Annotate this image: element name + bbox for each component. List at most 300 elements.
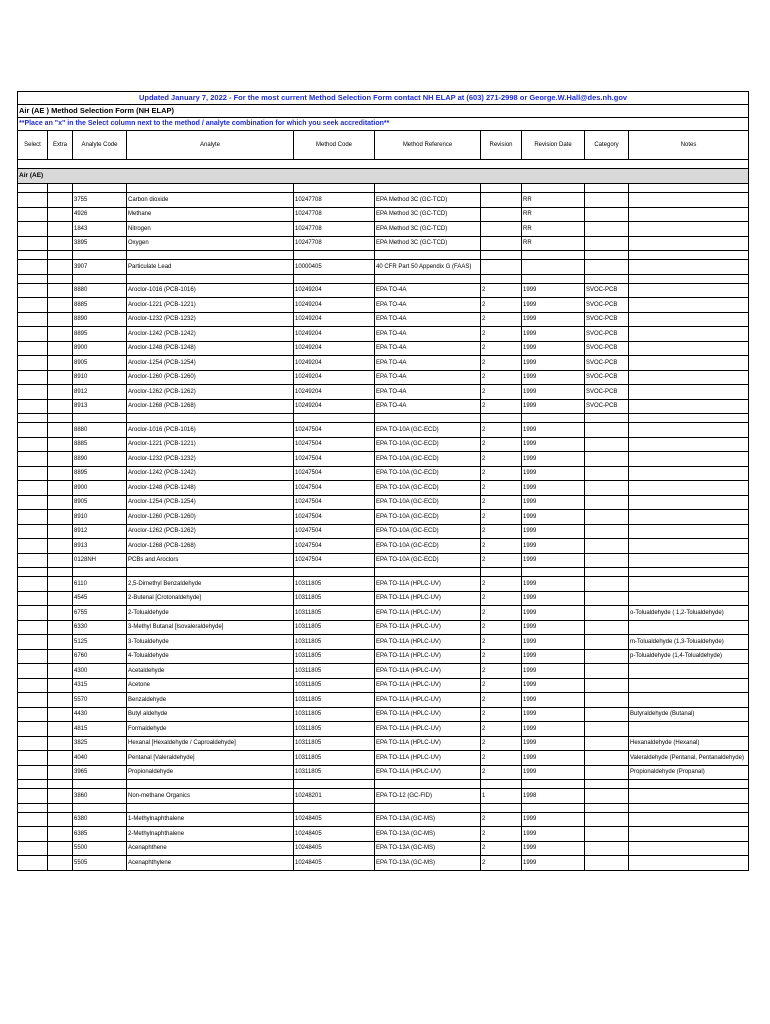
revision-cell: 2 — [481, 539, 522, 554]
analyte-cell: Aroclor-1016 (PCB-1016) — [127, 283, 294, 298]
spacer-cell — [481, 251, 522, 260]
table-row — [18, 466, 749, 481]
revision-cell — [481, 207, 522, 222]
analyte-code-cell: 8905 — [73, 495, 127, 510]
revision-cell: 2 — [481, 606, 522, 621]
select-cell[interactable] — [18, 553, 48, 568]
revision-cell: 2 — [481, 298, 522, 313]
revision-date-cell: RR — [522, 222, 585, 237]
method-reference-cell: EPA TO-13A (GC-MS) — [375, 841, 481, 856]
analyte-code-cell: 4926 — [73, 207, 127, 222]
category-cell: SVOC-PCB — [585, 283, 629, 298]
extra-cell[interactable] — [48, 341, 73, 356]
table-row — [18, 524, 749, 539]
table-row — [18, 635, 749, 650]
spacer-cell — [48, 803, 73, 812]
table-row — [18, 856, 749, 871]
category-cell — [585, 481, 629, 496]
spacer-cell — [294, 568, 375, 577]
revision-cell: 2 — [481, 452, 522, 467]
table-row — [18, 577, 749, 592]
method-code-cell: 10311805 — [294, 635, 375, 650]
table-row — [18, 789, 749, 804]
revision-date-cell: 1999 — [522, 466, 585, 481]
method-reference-cell: EPA TO-4A — [375, 283, 481, 298]
extra-cell[interactable] — [48, 399, 73, 414]
spacer-cell — [375, 568, 481, 577]
extra-cell[interactable] — [48, 635, 73, 650]
select-cell[interactable] — [18, 812, 48, 827]
notes-cell: p-Tolualdehyde (1,4-Tolualdehyde) — [629, 649, 749, 664]
method-reference-cell: 40 CFR Part 50 Appendix G (FAAS) — [375, 260, 481, 275]
extra-cell[interactable] — [48, 495, 73, 510]
select-cell[interactable] — [18, 452, 48, 467]
method-reference-cell: EPA TO-11A (HPLC-UV) — [375, 664, 481, 679]
extra-cell[interactable] — [48, 481, 73, 496]
revision-cell: 2 — [481, 437, 522, 452]
select-cell[interactable] — [18, 283, 48, 298]
spacer-cell — [629, 184, 749, 193]
select-cell[interactable] — [18, 437, 48, 452]
table-row — [18, 298, 749, 313]
extra-cell[interactable] — [48, 370, 73, 385]
notes-cell — [629, 423, 749, 438]
analyte-cell: Hexanal [Hexaldehyde / Caproaldehyde] — [127, 736, 294, 751]
revision-cell: 2 — [481, 385, 522, 400]
method-reference-cell: EPA TO-11A (HPLC-UV) — [375, 635, 481, 650]
method-code-cell: 10247504 — [294, 466, 375, 481]
method-code-cell: 10249204 — [294, 385, 375, 400]
select-cell[interactable] — [18, 620, 48, 635]
analyte-code-cell: 0128NH — [73, 553, 127, 568]
spacer-cell — [522, 803, 585, 812]
select-cell[interactable] — [18, 722, 48, 737]
table-row — [18, 553, 749, 568]
section-title: Air (AE) — [18, 169, 749, 184]
extra-cell[interactable] — [48, 606, 73, 621]
select-cell[interactable] — [18, 591, 48, 606]
spacer-cell — [18, 568, 48, 577]
method-reference-cell: EPA TO-4A — [375, 298, 481, 313]
analyte-code-cell: 3860 — [73, 789, 127, 804]
spacer-cell — [585, 414, 629, 423]
select-cell[interactable] — [18, 765, 48, 780]
select-cell[interactable] — [18, 510, 48, 525]
header-analyte-code: Analyte Code — [73, 131, 127, 160]
analyte-code-cell: 3895 — [73, 236, 127, 251]
revision-date-cell: RR — [522, 236, 585, 251]
extra-cell[interactable] — [48, 751, 73, 766]
extra-cell[interactable] — [48, 722, 73, 737]
extra-cell[interactable] — [48, 707, 73, 722]
select-cell[interactable] — [18, 481, 48, 496]
spacer-cell — [48, 251, 73, 260]
select-cell[interactable] — [18, 693, 48, 708]
method-reference-cell: EPA Method 3C (GC-TCD) — [375, 236, 481, 251]
select-cell[interactable] — [18, 356, 48, 371]
table-row — [18, 765, 749, 780]
table-row — [18, 423, 749, 438]
category-cell: SVOC-PCB — [585, 298, 629, 313]
analyte-code-cell: 8912 — [73, 524, 127, 539]
revision-cell: 2 — [481, 466, 522, 481]
analyte-cell: 2-Methylnaphthalene — [127, 827, 294, 842]
select-cell[interactable] — [18, 423, 48, 438]
revision-date-cell: 1999 — [522, 736, 585, 751]
notes-cell: Hexanaldehyde (Hexanal) — [629, 736, 749, 751]
extra-cell[interactable] — [48, 827, 73, 842]
table-row — [18, 312, 749, 327]
analyte-code-cell: 5570 — [73, 693, 127, 708]
extra-cell[interactable] — [48, 620, 73, 635]
method-code-cell: 10249204 — [294, 327, 375, 342]
analyte-cell: Methane — [127, 207, 294, 222]
extra-cell[interactable] — [48, 385, 73, 400]
extra-cell[interactable] — [48, 524, 73, 539]
revision-date-cell: RR — [522, 193, 585, 208]
spacer-cell — [629, 568, 749, 577]
analyte-cell: Aroclor-1254 (PCB-1254) — [127, 495, 294, 510]
notes-cell — [629, 812, 749, 827]
category-cell — [585, 553, 629, 568]
analyte-cell: Butyl aldehyde — [127, 707, 294, 722]
extra-cell[interactable] — [48, 260, 73, 275]
category-cell — [585, 693, 629, 708]
category-cell — [585, 707, 629, 722]
method-code-cell: 10311805 — [294, 736, 375, 751]
revision-date-cell: 1999 — [522, 524, 585, 539]
table-row — [18, 452, 749, 467]
notes-cell — [629, 524, 749, 539]
select-cell[interactable] — [18, 207, 48, 222]
method-code-cell: 10311805 — [294, 606, 375, 621]
select-cell[interactable] — [18, 856, 48, 871]
analyte-cell: Aroclor-1260 (PCB-1260) — [127, 370, 294, 385]
extra-cell[interactable] — [48, 693, 73, 708]
analyte-cell: Aroclor-1232 (PCB-1232) — [127, 312, 294, 327]
spacer-cell — [522, 184, 585, 193]
select-cell[interactable] — [18, 678, 48, 693]
select-cell[interactable] — [18, 341, 48, 356]
table-row — [18, 283, 749, 298]
select-cell[interactable] — [18, 260, 48, 275]
method-code-cell: 10247504 — [294, 553, 375, 568]
revision-cell: 2 — [481, 591, 522, 606]
table-row — [18, 678, 749, 693]
analyte-cell: 2,5-Dimethyl Benzaldehyde — [127, 577, 294, 592]
method-reference-cell: EPA TO-10A (GC-ECD) — [375, 466, 481, 481]
spacer-cell — [73, 274, 127, 283]
method-reference-cell: EPA TO-11A (HPLC-UV) — [375, 620, 481, 635]
extra-cell[interactable] — [48, 466, 73, 481]
notes-cell — [629, 327, 749, 342]
notes-cell — [629, 466, 749, 481]
extra-cell[interactable] — [48, 736, 73, 751]
spacer-cell — [73, 780, 127, 789]
select-cell[interactable] — [18, 236, 48, 251]
spacer-cell — [18, 251, 48, 260]
category-cell — [585, 222, 629, 237]
spacer-cell — [629, 251, 749, 260]
select-cell[interactable] — [18, 370, 48, 385]
spacer-cell — [375, 414, 481, 423]
analyte-code-cell: 4040 — [73, 751, 127, 766]
analyte-cell: Oxygen — [127, 236, 294, 251]
analyte-code-cell: 6385 — [73, 827, 127, 842]
analyte-cell: Pentanal [Valeraldehyde] — [127, 751, 294, 766]
spacer-cell — [48, 274, 73, 283]
notes-cell — [629, 399, 749, 414]
select-cell[interactable] — [18, 298, 48, 313]
analyte-cell: Aroclor-1248 (PCB-1248) — [127, 481, 294, 496]
revision-date-cell: 1999 — [522, 298, 585, 313]
analyte-cell: 2-Butenal [Crotonaldehyde] — [127, 591, 294, 606]
category-cell — [585, 260, 629, 275]
spacer-cell — [127, 780, 294, 789]
extra-cell[interactable] — [48, 664, 73, 679]
extra-cell[interactable] — [48, 312, 73, 327]
extra-cell[interactable] — [48, 283, 73, 298]
method-reference-cell: EPA TO-10A (GC-ECD) — [375, 510, 481, 525]
notes-cell — [629, 620, 749, 635]
extra-cell[interactable] — [48, 856, 73, 871]
method-code-cell: 10249204 — [294, 356, 375, 371]
select-cell[interactable] — [18, 751, 48, 766]
notes-cell — [629, 341, 749, 356]
spacer-cell — [481, 803, 522, 812]
select-cell[interactable] — [18, 635, 48, 650]
table-row — [18, 327, 749, 342]
select-cell[interactable] — [18, 385, 48, 400]
notes-cell — [629, 385, 749, 400]
analyte-cell: Nitrogen — [127, 222, 294, 237]
revision-date-cell: 1999 — [522, 577, 585, 592]
method-code-cell: 10247504 — [294, 510, 375, 525]
select-cell[interactable] — [18, 399, 48, 414]
header-row — [18, 131, 749, 160]
category-cell: SVOC-PCB — [585, 356, 629, 371]
spacer-cell — [585, 184, 629, 193]
extra-cell[interactable] — [48, 678, 73, 693]
extra-cell[interactable] — [48, 539, 73, 554]
extra-cell[interactable] — [48, 356, 73, 371]
category-cell: SVOC-PCB — [585, 370, 629, 385]
extra-cell[interactable] — [48, 327, 73, 342]
method-selection-table — [17, 91, 749, 871]
extra-cell[interactable] — [48, 553, 73, 568]
method-code-cell: 10311805 — [294, 649, 375, 664]
category-cell — [585, 236, 629, 251]
update-banner: Updated January 7, 2022 - For the most current Method Selection Form contact NH ELAP at (603) 271-2998 or George.W.Hall@des.nh.gov — [18, 92, 749, 105]
notes-cell — [629, 260, 749, 275]
select-cell[interactable] — [18, 789, 48, 804]
method-reference-cell: EPA TO-10A (GC-ECD) — [375, 495, 481, 510]
category-cell: SVOC-PCB — [585, 341, 629, 356]
category-cell — [585, 437, 629, 452]
revision-date-cell: RR — [522, 207, 585, 222]
revision-date-cell: 1999 — [522, 399, 585, 414]
method-code-cell: 10247708 — [294, 236, 375, 251]
extra-cell[interactable] — [48, 577, 73, 592]
select-cell[interactable] — [18, 827, 48, 842]
spacer-cell — [48, 780, 73, 789]
notes-cell: Propionaldehyde (Propanal) — [629, 765, 749, 780]
extra-cell[interactable] — [48, 452, 73, 467]
header-revision-date: Revision Date — [522, 131, 585, 160]
table-row — [18, 399, 749, 414]
spacer-cell — [73, 803, 127, 812]
select-cell[interactable] — [18, 466, 48, 481]
method-code-cell: 10249204 — [294, 341, 375, 356]
analyte-code-cell: 6380 — [73, 812, 127, 827]
select-cell[interactable] — [18, 312, 48, 327]
select-cell[interactable] — [18, 524, 48, 539]
spacer-cell — [73, 251, 127, 260]
select-cell[interactable] — [18, 736, 48, 751]
method-code-cell: 10000405 — [294, 260, 375, 275]
notes-cell — [629, 370, 749, 385]
spacer-cell — [73, 414, 127, 423]
revision-cell: 2 — [481, 481, 522, 496]
notes-cell — [629, 827, 749, 842]
spacer-cell — [481, 780, 522, 789]
extra-cell[interactable] — [48, 812, 73, 827]
select-cell[interactable] — [18, 539, 48, 554]
category-cell — [585, 736, 629, 751]
notes-cell — [629, 222, 749, 237]
notes-cell — [629, 577, 749, 592]
revision-date-cell: 1999 — [522, 812, 585, 827]
category-cell — [585, 751, 629, 766]
revision-cell: 1 — [481, 789, 522, 804]
spacer-cell — [629, 803, 749, 812]
extra-cell[interactable] — [48, 841, 73, 856]
method-code-cell: 10311805 — [294, 577, 375, 592]
analyte-code-cell: 8913 — [73, 399, 127, 414]
select-cell[interactable] — [18, 577, 48, 592]
spacer-cell — [294, 414, 375, 423]
spacer-cell — [375, 184, 481, 193]
revision-date-cell: 1999 — [522, 312, 585, 327]
method-reference-cell: EPA TO-11A (HPLC-UV) — [375, 693, 481, 708]
method-code-cell: 10311805 — [294, 751, 375, 766]
spacer-cell — [48, 568, 73, 577]
spacer-cell — [127, 803, 294, 812]
category-cell — [585, 577, 629, 592]
category-cell — [585, 789, 629, 804]
extra-cell[interactable] — [48, 591, 73, 606]
revision-date-cell: 1999 — [522, 539, 585, 554]
extra-cell[interactable] — [48, 510, 73, 525]
spacer-cell — [48, 184, 73, 193]
revision-cell — [481, 222, 522, 237]
category-cell — [585, 207, 629, 222]
spacer-cell — [585, 274, 629, 283]
category-cell — [585, 635, 629, 650]
method-code-cell: 10248405 — [294, 812, 375, 827]
analyte-code-cell: 4315 — [73, 678, 127, 693]
analyte-code-cell: 8895 — [73, 466, 127, 481]
extra-cell[interactable] — [48, 207, 73, 222]
select-cell[interactable] — [18, 606, 48, 621]
extra-cell[interactable] — [48, 193, 73, 208]
spacer-cell — [294, 803, 375, 812]
select-cell[interactable] — [18, 327, 48, 342]
extra-cell[interactable] — [48, 222, 73, 237]
select-cell[interactable] — [18, 707, 48, 722]
notes-cell — [629, 693, 749, 708]
method-reference-cell: EPA TO-11A (HPLC-UV) — [375, 678, 481, 693]
revision-date-cell: 1999 — [522, 678, 585, 693]
category-cell — [585, 620, 629, 635]
method-code-cell: 10248405 — [294, 841, 375, 856]
notes-cell — [629, 678, 749, 693]
revision-date-cell: 1999 — [522, 481, 585, 496]
revision-cell: 2 — [481, 620, 522, 635]
spacer-cell — [127, 251, 294, 260]
select-cell[interactable] — [18, 222, 48, 237]
table-row — [18, 356, 749, 371]
revision-date-cell: 1999 — [522, 437, 585, 452]
revision-cell — [481, 236, 522, 251]
select-cell[interactable] — [18, 495, 48, 510]
select-cell[interactable] — [18, 649, 48, 664]
spacer-cell — [375, 251, 481, 260]
category-cell — [585, 524, 629, 539]
extra-cell[interactable] — [48, 649, 73, 664]
spacer-cell — [127, 184, 294, 193]
notes-cell — [629, 539, 749, 554]
analyte-code-cell: 3965 — [73, 765, 127, 780]
method-reference-cell: EPA TO-10A (GC-ECD) — [375, 524, 481, 539]
notes-cell: Valeraldehyde (Pentanal, Pentanaldehyde) — [629, 751, 749, 766]
analyte-cell: Benzaldehyde — [127, 693, 294, 708]
category-cell — [585, 812, 629, 827]
extra-cell[interactable] — [48, 789, 73, 804]
extra-cell[interactable] — [48, 437, 73, 452]
spacer-cell — [481, 568, 522, 577]
analyte-cell: Formaldehyde — [127, 722, 294, 737]
table-row — [18, 437, 749, 452]
extra-cell[interactable] — [48, 298, 73, 313]
analyte-cell: Aroclor-1268 (PCB-1268) — [127, 399, 294, 414]
analyte-cell: Acetaldehyde — [127, 664, 294, 679]
notes-cell: m-Tolualdehyde (1,3-Tolualdehyde) — [629, 635, 749, 650]
table-row — [18, 649, 749, 664]
spacer-cell — [481, 274, 522, 283]
select-cell[interactable] — [18, 193, 48, 208]
extra-cell[interactable] — [48, 236, 73, 251]
select-cell[interactable] — [18, 664, 48, 679]
analyte-cell: Non-methane Organics — [127, 789, 294, 804]
analyte-cell: Particulate Lead — [127, 260, 294, 275]
extra-cell[interactable] — [48, 765, 73, 780]
revision-cell: 2 — [481, 812, 522, 827]
revision-date-cell: 1999 — [522, 370, 585, 385]
analyte-code-cell: 4430 — [73, 707, 127, 722]
method-reference-cell: EPA TO-4A — [375, 385, 481, 400]
analyte-cell: Aroclor-1260 (PCB-1260) — [127, 510, 294, 525]
select-cell[interactable] — [18, 841, 48, 856]
method-code-cell: 10311805 — [294, 765, 375, 780]
revision-cell: 2 — [481, 736, 522, 751]
header-notes: Notes — [629, 131, 749, 160]
analyte-cell: 1-Methylnaphthalene — [127, 812, 294, 827]
header-revision: Revision — [481, 131, 522, 160]
spacer-cell — [127, 568, 294, 577]
extra-cell[interactable] — [48, 423, 73, 438]
analyte-code-cell: 8900 — [73, 341, 127, 356]
